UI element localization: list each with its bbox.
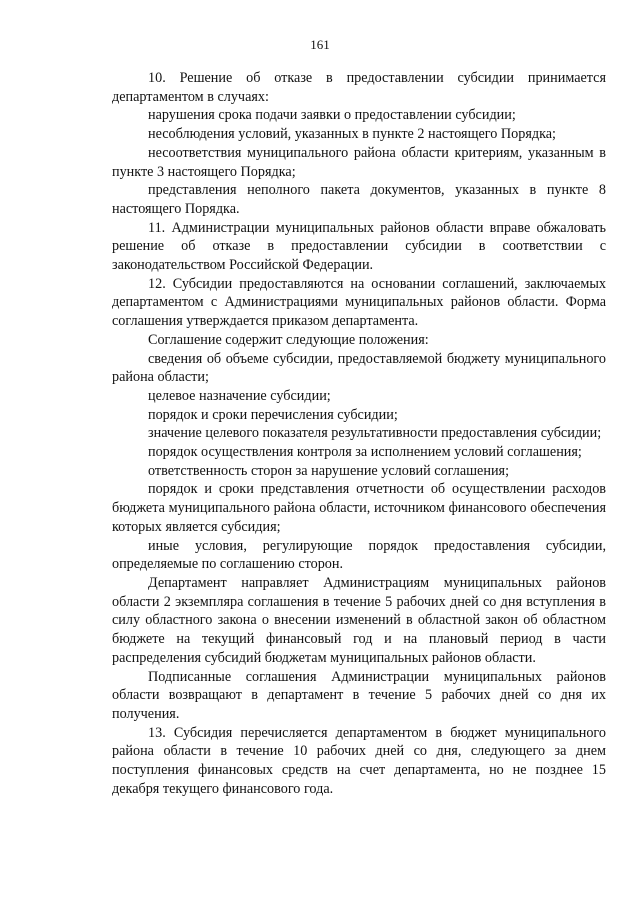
paragraph-12: 12. Субсидии предоставляются на основании соглашений, заключаемых департаментом с Администрациями муниципальных районов области. Форма соглашения утверждается приказом департамента. (112, 275, 606, 330)
list-item: порядок осуществления контроля за исполнением условий соглашения; (148, 444, 582, 461)
list-item: ответственность сторон за нарушение условий соглашения; (148, 462, 510, 479)
signed-agreements-paragraph: Подписанные соглашения Администрации муниципальных районов области возвращают в департамент в течение 5 рабочих дней со дня их получения. (112, 668, 606, 722)
page-number: 161 (310, 37, 330, 52)
list-item: порядок и сроки представления отчетности об осуществлении расходов бюджета муниципального района области, источником финансового обеспечения которых является субсидия; (112, 481, 606, 535)
department-sends-paragraph: Департамент направляет Администрациям муниципальных районов области 2 экземпляра соглашения в течение 5 рабочих дней со дня вступления в силу областного закона о внесении изменений в областной закон об областном бюджете на текущий финансовый год и на плановый период в части распределения субсидий бюджетам муниципальных районов области. (112, 574, 606, 666)
document-text (112, 69, 606, 798)
list-item: порядок и сроки перечисления субсидии; (148, 406, 398, 423)
agreement-provisions-intro: Соглашение содержит следующие положения: (148, 331, 429, 348)
list-item: значение целевого показателя результативности предоставления субсидии; (148, 425, 602, 442)
list-item: представления неполного пакета документов, указанных в пункте 8 настоящего Порядка. (112, 182, 606, 217)
list-item: целевое назначение субсидии; (148, 387, 331, 404)
list-item: несоблюдения условий, указанных в пункте 2 настоящего Порядка; (148, 126, 556, 143)
list-item: нарушения срока подачи заявки о предоставлении субсидии; (148, 107, 516, 124)
paragraph-11: 11. Администрации муниципальных районов области вправе обжаловать решение об отказе в предоставлении субсидии в соответствии с законодательством Российской Федерации. (112, 219, 606, 274)
list-item: сведения об объеме субсидии, предоставляемой бюджету муниципального района области; (112, 350, 606, 386)
paragraph-10-intro: 10. Решение об отказе в предоставлении субсидии принимается департаментом в случаях: (112, 70, 606, 105)
paragraph-13: 13. Субсидия перечисляется департаментом в бюджет муниципального района области в течение 10 рабочих дней со дня, следующего за днем поступления финансовых средств на счет департамента, но не позднее 15 декабря текущего финансового года. (112, 724, 606, 797)
list-item: иные условия, регулирующие порядок предоставления субсидии, определяемые по соглашению сторон. (112, 537, 606, 573)
list-item: несоответствия муниципального района области критериям, указанным в пункте 3 настоящего Порядка; (112, 144, 606, 180)
